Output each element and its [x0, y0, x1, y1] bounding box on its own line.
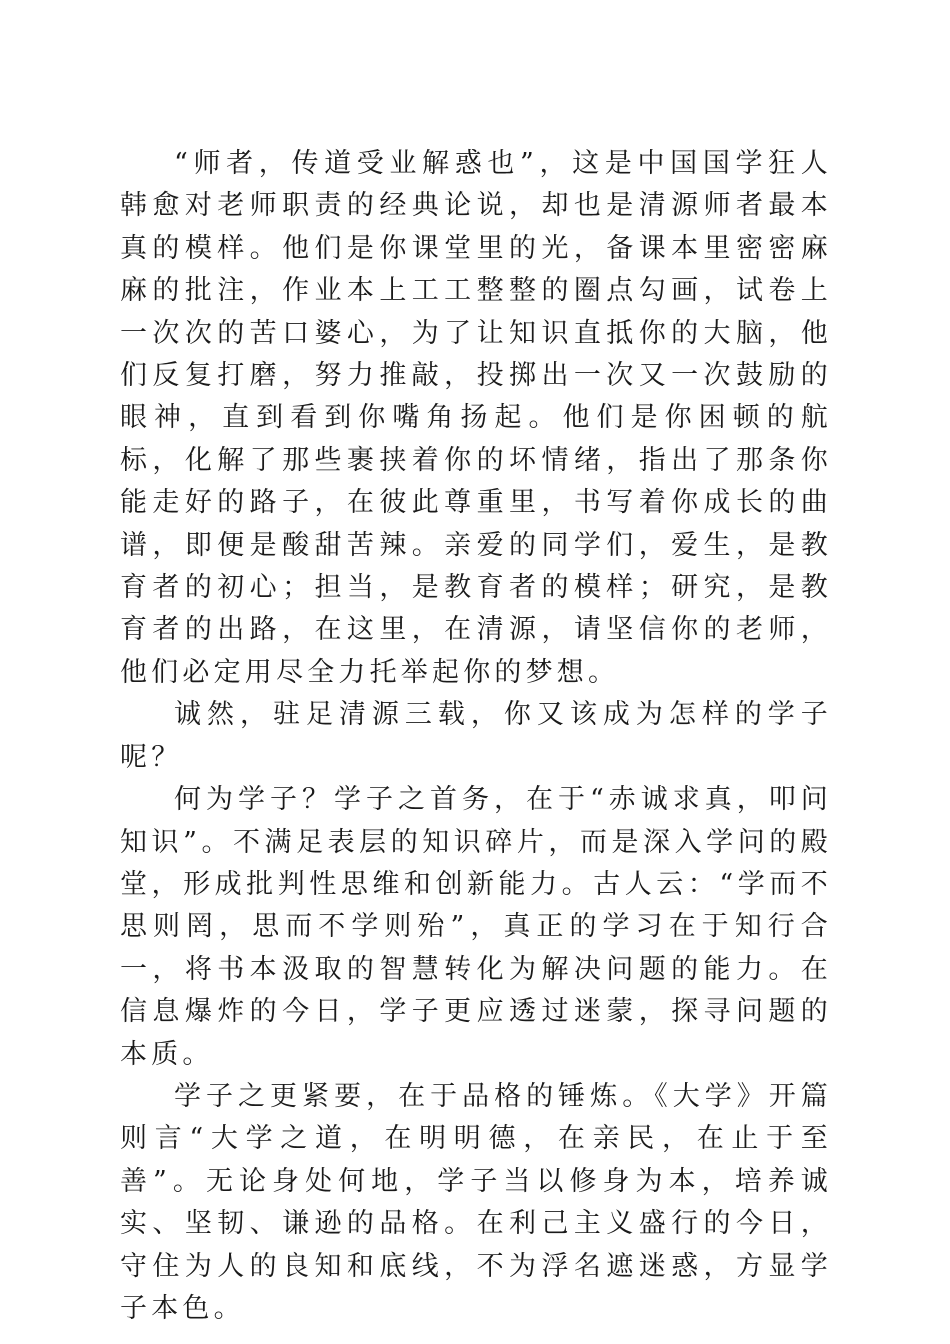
body-text [120, 143, 832, 1330]
paragraph-teachers: “师者，传道受业解惑也”，这是中国国学狂人韩愈对老师职责的经典论说，却也是清源师者最本真的模样。他们是你课堂里的光，备课本里密密麻麻的批注，作业本上工工整整的圈点勾画，试卷上一次次的苦口婆心，为了让知识直抵你的大脑，他们反复打磨，努力推敲，投掷出一次又一次鼓励的眼神，直到看到你嘴角扬起。他们是你困顿的航标，化解了那些裹挟着你的坏情绪，指出了那条你能走好的路子，在彼此尊重里，书写着你成长的曲谱，即便是酸甜苦辣。亲爱的同学们，爱生，是教育者的初心；担当，是教育者的模样；研究，是教育者的出路，在这里，在清源，请坚信你的老师，他们必定用尽全力托举起你的梦想。 [120, 148, 832, 688]
paragraph-question: 诚然，驻足清源三载，你又该成为怎样的学子呢？ [120, 699, 832, 773]
paragraph-pursuit-of-knowledge: 何为学子？学子之首务，在于“赤诚求真，叩问知识”。不满足表层的知识碎片，而是深入学问的殿堂，形成批判性思维和创新能力。古人云：“学而不思则罔，思而不学则殆”，真正的学习在于知行合一，将书本汲取的智慧转化为解决问题的能力。在信息爆炸的今日，学子更应透过迷蒙，探寻问题的本质。 [120, 784, 832, 1070]
paragraph-character: 学子之更紧要，在于品格的锤炼。《大学》开篇则言“大学之道，在明明德，在亲民，在止于至善”。无论身处何地，学子当以修身为本，培养诚实、坚韧、谦逊的品格。在利己主义盛行的今日，守住为人的良知和底线，不为浮名遮迷惑，方显学子本色。 [120, 1080, 832, 1324]
